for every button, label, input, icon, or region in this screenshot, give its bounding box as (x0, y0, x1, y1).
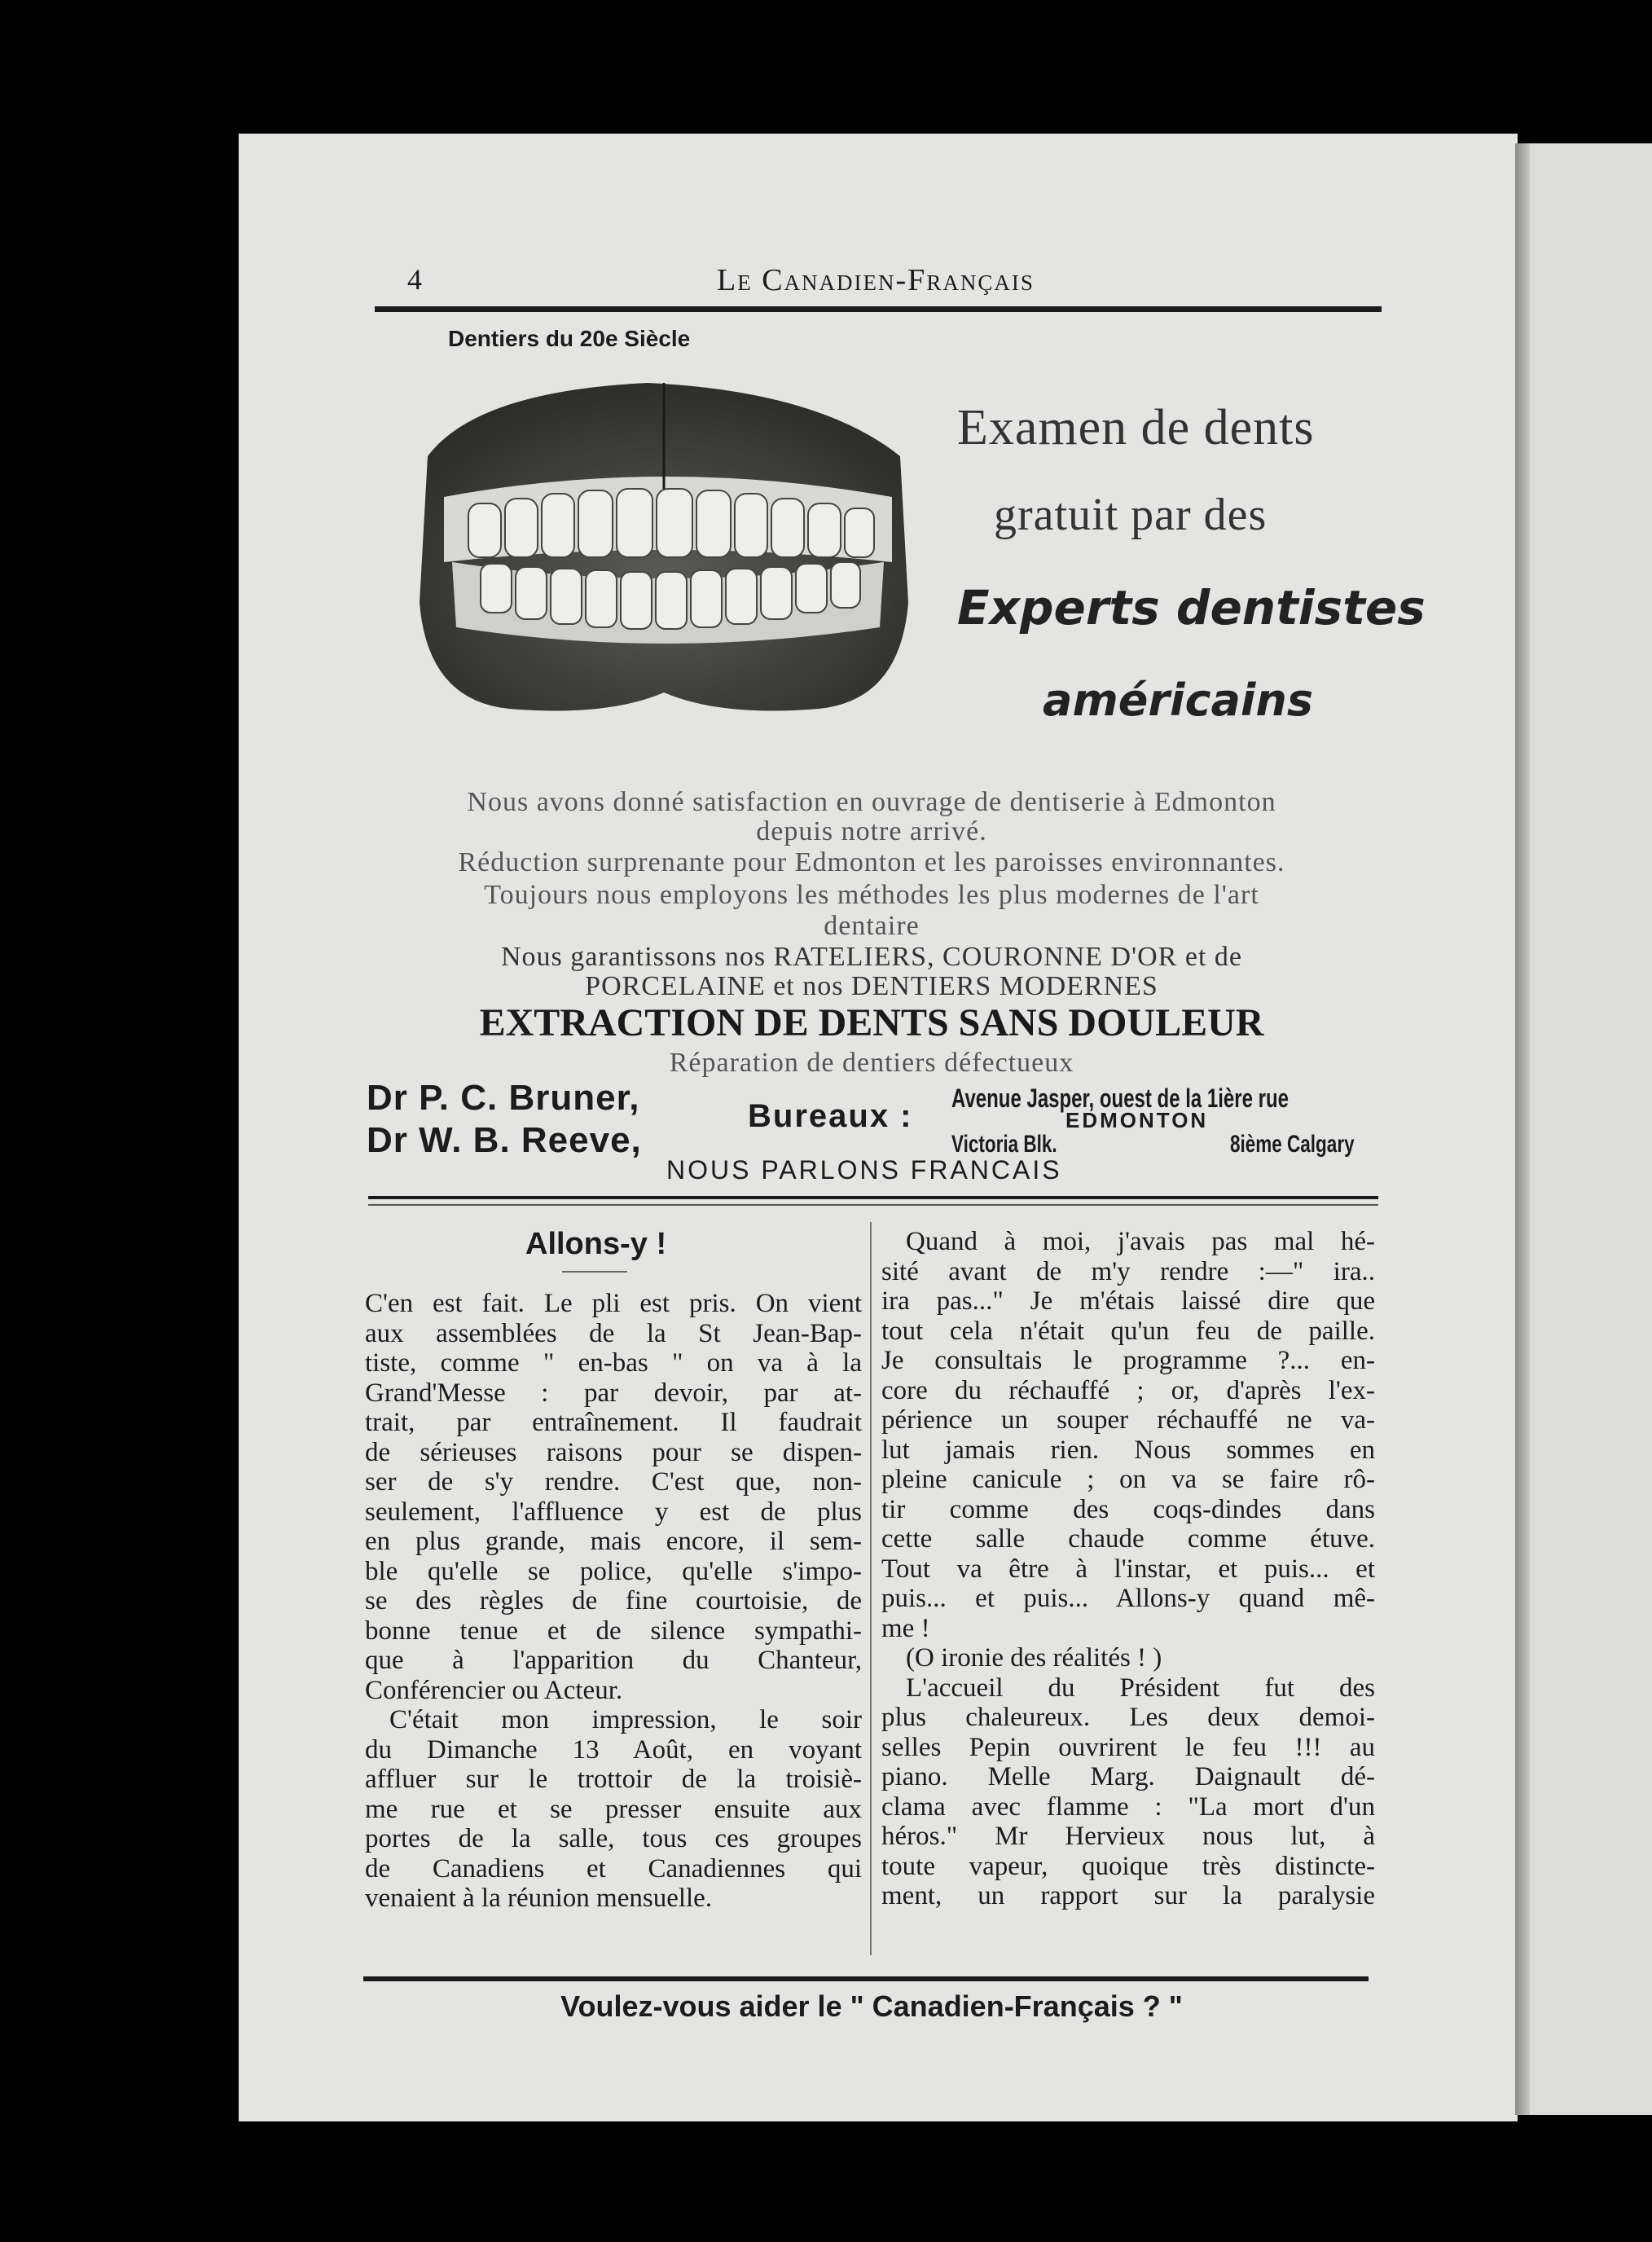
footer-rule (363, 1976, 1369, 1981)
ad-text-line: Toujours nous employons les méthodes les plus modernes de l'art (484, 880, 1259, 910)
text-line: héros." Mr Hervieux nous lut, à (881, 1822, 1375, 1851)
ad-bottom-rule (368, 1196, 1378, 1199)
dentures-illustration (379, 358, 949, 733)
text-line: bonne tenue et de silence sympathi- (365, 1616, 862, 1646)
text-line: Tout va être à l'instar, et puis... et (881, 1554, 1375, 1584)
doctor-name: Dr W. B. Reeve, (367, 1120, 642, 1160)
text-line: périence un souper réchauffé ne va- (881, 1405, 1375, 1435)
text-line: de Canadiens et Canadiennes qui (365, 1853, 862, 1884)
text-line: core du réchauffé ; or, d'après l'ex- (881, 1375, 1375, 1405)
address-line: Victoria Blk. (951, 1131, 1057, 1158)
header-rule (375, 306, 1382, 312)
article-title-underline (562, 1271, 627, 1273)
ad-text-line: dentaire (824, 911, 920, 941)
text-line: se des règles de fine courtoisie, de (365, 1586, 862, 1616)
text-line: en plus grande, mais encore, il sem- (365, 1527, 862, 1556)
ad-bottom-rule-thin (368, 1204, 1378, 1206)
text-line: ser de s'y rendre. C'est que, non- (365, 1467, 862, 1497)
text-line: portes de la salle, tous ces groupes (365, 1824, 862, 1853)
article-title: Allons-y ! (525, 1227, 667, 1261)
article-column-right (881, 1227, 1375, 1911)
text-line: sité avant de m'y rendre :—" ira.. (881, 1256, 1375, 1286)
text-line: tir comme des coqs-dindes dans (881, 1494, 1375, 1524)
text-line: venaient à la réunion mensuelle. (365, 1884, 713, 1913)
article-column-left (365, 1289, 862, 1914)
address-city: EDMONTON (1065, 1108, 1209, 1132)
ad-bureaux-label: Bureaux : (748, 1098, 913, 1134)
ad-text-line: Nous garantissons nos RATELIERS, COURONNE D'OR et de (501, 942, 1242, 972)
text-line: (O ironie des réalités ! ) (906, 1643, 1162, 1673)
text-line: plus chaleureux. Les deux demoi- (881, 1703, 1375, 1732)
column-divider (870, 1222, 872, 1955)
text-line: L'accueil du Président fut des (906, 1673, 1375, 1703)
doctor-name: Dr P. C. Bruner, (367, 1078, 640, 1118)
text-line: de sérieuses raisons pour se dispen- (365, 1437, 862, 1467)
text-line: lut jamais rien. Nous sommes en (881, 1435, 1375, 1465)
text-line: que à l'apparition du Chanteur, (365, 1646, 862, 1675)
text-line: pleine canicule ; on va se faire rô- (881, 1465, 1375, 1494)
text-line: ment, un rapport sur la paralysie (881, 1881, 1375, 1910)
text-line: me rue et se presser ensuite aux (365, 1794, 862, 1824)
ad-headline-line-2: gratuit par des (994, 490, 1268, 540)
text-line: Grand'Messe : par devoir, par at- (365, 1378, 862, 1408)
page-gutter (1515, 143, 1530, 2115)
page-number: 4 (407, 263, 422, 296)
address-line: 8ième Calgary (1230, 1131, 1355, 1158)
ad-text-line: Réduction surprenante pour Edmonton et les paroisses environnantes. (458, 847, 1285, 877)
ad-headline-line-1: Examen de dents (957, 400, 1315, 455)
text-line: aux assemblées de la St Jean-Bap- (365, 1318, 862, 1348)
text-line: toute vapeur, quoique très distincte- (881, 1851, 1375, 1881)
journal-title: Le Canadien-Français (717, 263, 1035, 297)
text-line: Je consultais le programme ?... en- (881, 1346, 1375, 1375)
text-line: Quand à moi, j'avais pas mal hé- (906, 1227, 1375, 1256)
address-line: Avenue Jasper, ouest de la 1ière rue (951, 1084, 1289, 1113)
text-line: clama avec flamme : "La mort d'un (881, 1791, 1375, 1822)
text-line: cette salle chaude comme étuve. (881, 1524, 1375, 1554)
text-line: tiste, comme " en-bas " on va à la (365, 1348, 862, 1378)
facing-page-edge (1530, 143, 1652, 2115)
text-line: C'était mon impression, le soir (389, 1705, 862, 1734)
text-line: affluer sur le trottoir de la troisiè- (365, 1765, 862, 1794)
ad-headline-line-3: Experts dentistes (957, 580, 1426, 635)
text-line: seulement, l'affluence y est de plus (365, 1497, 862, 1527)
text-line: piano. Melle Marg. Daignault dé- (881, 1762, 1375, 1791)
text-line: ble qu'elle se police, qu'elle s'impo- (365, 1556, 862, 1586)
text-line: ira pas..." Je m'étais laissé dire que (881, 1286, 1375, 1316)
ad-doctors (367, 1077, 642, 1162)
ad-extraction-headline: EXTRACTION DE DENTS SANS DOULEUR (479, 1001, 1264, 1044)
ad-headline-line-4: américains (1043, 675, 1314, 726)
ad-nous-parlons: NOUS PARLONS FRANCAIS (666, 1155, 1062, 1185)
text-line: trait, par entraînement. Il faudrait (365, 1408, 862, 1437)
text-line: me ! (881, 1613, 930, 1643)
text-line: du Dimanche 13 Août, en voyant (365, 1734, 862, 1765)
footer-slogan: Voulez-vous aider le " Canadien-Français ? " (560, 1989, 1183, 2023)
text-line: selles Pepin ouvrirent le feu !!! au (881, 1732, 1375, 1762)
text-line: puis... et puis... Allons-y quand mê- (881, 1584, 1375, 1613)
text-line: tout cela n'était qu'un feu de paille. (881, 1316, 1375, 1346)
ad-text-line: Nous avons donné satisfaction en ouvrage de dentiserie à Edmonton (467, 787, 1276, 817)
ad-text-line: depuis notre arrivé. (756, 816, 987, 846)
ad-caption: Dentiers du 20e Siècle (448, 326, 691, 351)
ad-text-line: PORCELAINE et nos DENTIERS MODERNES (585, 971, 1158, 1001)
text-line: C'en est fait. Le pli est pris. On vient (365, 1289, 862, 1318)
text-line: Conférencier ou Acteur. (365, 1675, 623, 1705)
ad-reparation-line: Réparation de dentiers défectueux (669, 1048, 1074, 1078)
